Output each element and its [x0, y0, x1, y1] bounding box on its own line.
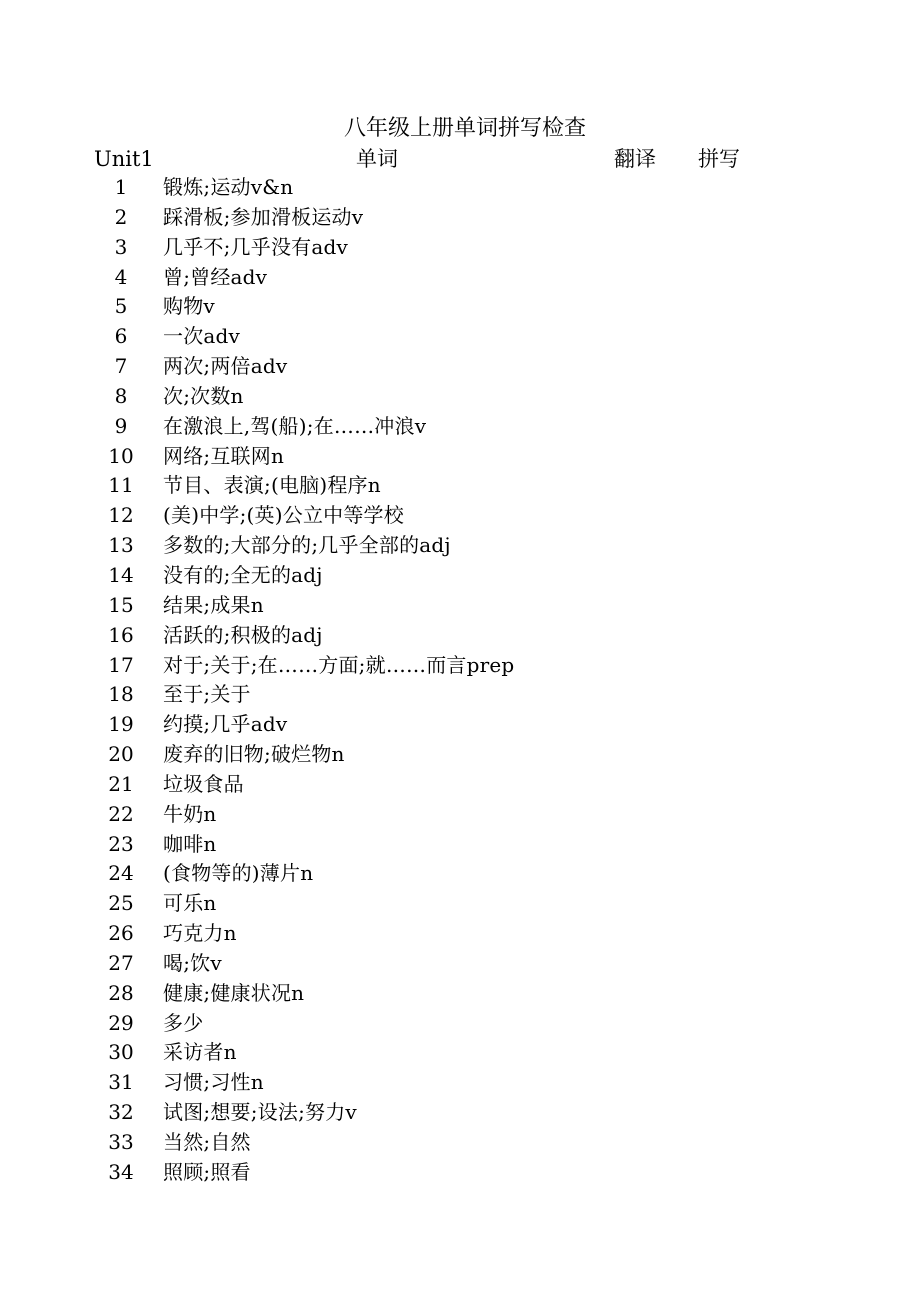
item-number: 32: [108, 1100, 134, 1125]
list-item: [0, 471, 920, 501]
list-item: [0, 919, 920, 949]
list-item: [0, 859, 920, 889]
list-item: [0, 1158, 920, 1188]
item-word: 至于;关于: [163, 682, 251, 707]
item-number: 18: [108, 682, 134, 707]
item-number: 9: [114, 413, 128, 438]
item-word: 当然;自然: [163, 1130, 251, 1154]
list-item: [0, 173, 920, 203]
list-item: [0, 680, 920, 710]
item-number: 30: [108, 1040, 134, 1065]
item-number: 6: [114, 324, 128, 349]
item-number: 22: [108, 801, 134, 826]
item-number: 7: [114, 354, 128, 379]
list-item: [0, 292, 920, 322]
item-word: 试图;想要;设法;努力v: [163, 1100, 357, 1125]
list-item: [0, 800, 920, 830]
item-word: 垃圾食品: [163, 771, 244, 796]
item-number: 11: [108, 473, 134, 498]
list-item: [0, 621, 920, 651]
column-header-translation: 翻译: [614, 147, 656, 171]
item-word: 习惯;习性n: [163, 1070, 264, 1095]
item-number: 17: [108, 652, 134, 677]
item-word: (美)中学;(英)公立中等学校: [163, 503, 404, 528]
item-word: 网络;互联网n: [163, 443, 285, 468]
item-word: 节目、表演;(电脑)程序n: [163, 473, 381, 498]
item-number: 25: [108, 891, 134, 916]
column-header-word: 单词: [356, 147, 398, 171]
unit-label: Unit1: [94, 147, 154, 171]
list-item: [0, 322, 920, 352]
item-number: 26: [108, 921, 134, 946]
list-item: [0, 352, 920, 382]
table-header: [0, 144, 920, 174]
item-word: 没有的;全无的adj: [163, 562, 323, 587]
item-number: 23: [108, 831, 134, 856]
item-word: 采访者n: [163, 1040, 237, 1065]
item-number: 15: [108, 592, 134, 617]
item-word: 锻炼;运动v&n: [163, 175, 294, 199]
list-item: [0, 949, 920, 979]
item-number: 5: [114, 294, 128, 319]
item-word: 活跃的;积极的adj: [163, 622, 323, 647]
item-word: 购物v: [163, 294, 215, 319]
column-header-spelling: 拼写: [698, 147, 740, 171]
item-number: 4: [114, 264, 128, 289]
list-item: [0, 651, 920, 681]
item-word: 一次adv: [163, 324, 241, 349]
item-number: 19: [108, 712, 134, 737]
list-item: [0, 1009, 920, 1039]
list-item: [0, 412, 920, 442]
item-word: 次;次数n: [163, 383, 244, 408]
item-number: 34: [108, 1159, 134, 1184]
list-item: [0, 889, 920, 919]
item-number: 28: [108, 980, 134, 1005]
item-word: 可乐n: [163, 891, 217, 916]
item-word: 几乎不;几乎没有adv: [163, 234, 348, 259]
item-word: 踩滑板;参加滑板运动v: [163, 204, 364, 229]
item-word: 牛奶n: [163, 801, 217, 826]
list-item: [0, 979, 920, 1009]
word-list: [0, 173, 920, 1188]
item-number: 27: [108, 950, 134, 975]
item-word: 喝;饮v: [163, 950, 222, 975]
item-number: 21: [108, 771, 134, 796]
item-word: 曾;曾经adv: [163, 264, 268, 289]
item-number: 2: [114, 204, 128, 229]
item-word: 巧克力n: [163, 921, 237, 946]
item-number: 29: [108, 1010, 134, 1035]
item-number: 16: [108, 622, 134, 647]
list-item: [0, 501, 920, 531]
item-number: 1: [114, 175, 128, 199]
item-word: 两次;两倍adv: [163, 354, 288, 379]
item-word: 对于;关于;在……方面;就……而言prep: [163, 652, 515, 677]
item-word: 多少: [163, 1010, 204, 1035]
item-number: 24: [108, 861, 134, 886]
item-number: 14: [108, 562, 134, 587]
item-word: (食物等的)薄片n: [163, 861, 314, 886]
item-number: 8: [114, 383, 128, 408]
list-item: [0, 531, 920, 561]
list-item: [0, 561, 920, 591]
list-item: [0, 203, 920, 233]
item-number: 12: [108, 503, 134, 528]
list-item: [0, 710, 920, 740]
item-word: 咖啡n: [163, 831, 217, 856]
list-item: [0, 1098, 920, 1128]
item-word: 在激浪上,驾(船);在……冲浪v: [163, 413, 427, 438]
page-title: 八年级上册单词拼写检查: [343, 116, 586, 141]
item-number: 13: [108, 533, 134, 558]
list-item: [0, 1038, 920, 1068]
item-number: 10: [108, 443, 134, 468]
item-word: 照顾;照看: [163, 1159, 251, 1184]
list-item: [0, 1068, 920, 1098]
list-item: [0, 770, 920, 800]
item-word: 约摸;几乎adv: [163, 712, 288, 737]
item-number: 3: [114, 234, 128, 259]
list-item: [0, 442, 920, 472]
item-word: 健康;健康状况n: [163, 980, 305, 1005]
list-item: [0, 1128, 920, 1158]
list-item: [0, 233, 920, 263]
item-word: 多数的;大部分的;几乎全部的adj: [163, 533, 451, 558]
item-number: 33: [108, 1130, 134, 1154]
list-item: [0, 740, 920, 770]
list-item: [0, 830, 920, 860]
item-word: 废弃的旧物;破烂物n: [163, 742, 345, 767]
item-number: 20: [108, 742, 134, 767]
list-item: [0, 382, 920, 412]
item-word: 结果;成果n: [163, 592, 264, 617]
item-number: 31: [108, 1070, 134, 1095]
list-item: [0, 263, 920, 293]
list-item: [0, 591, 920, 621]
